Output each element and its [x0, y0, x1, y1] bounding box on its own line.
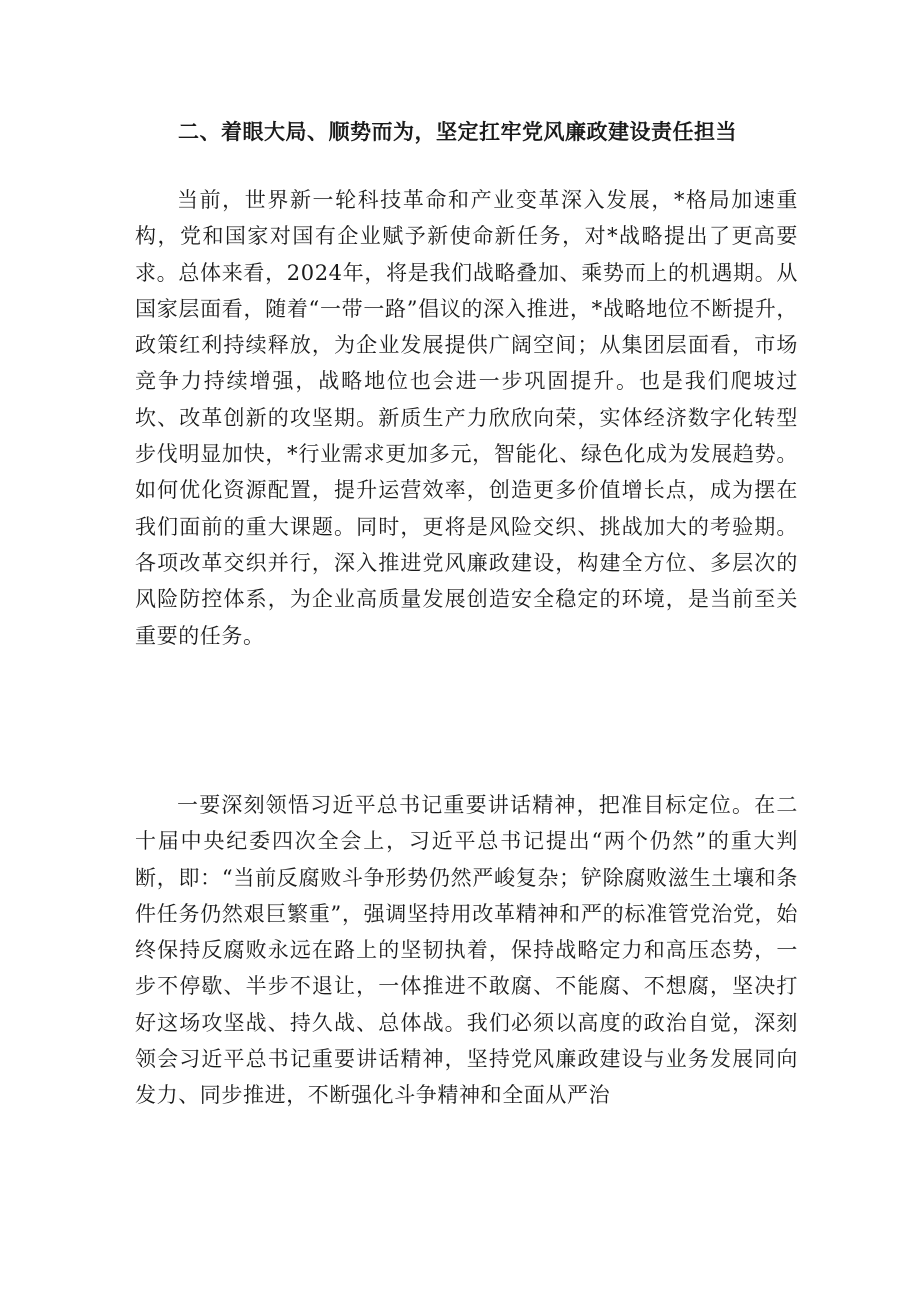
paragraph-first-requirement: 一要深刻领悟习近平总书记重要讲话精神，把准目标定位。在二十届中央纪委四次全会上，习近平总书记提出“两个仍然”的重大判断，即：“当前反腐败斗争形势仍然严峻复杂；铲除腐败滋生土壤和条件任务仍然艰巨繁重”，强调坚持用改革精神和严的标准管党治党，始终保持反腐败永远在路上的坚韧执着，保持战略定力和高压态势，一步不停歇、半步不退让，一体推进不敢腐、不能腐、不想腐，坚决打好这场攻坚战、持久战、总体战。我们必须以高度的政治自觉，深刻领会习近平总书记重要讲话精神，坚持党风廉政建设与业务发展同向发力、同步推进，不断强化斗争精神和全面从严治 — [135, 793, 798, 1108]
paragraph-current-situation: 当前，世界新一轮科技革命和产业变革深入发展，*格局加速重构，党和国家对国有企业赋予新使命新任务，对*战略提出了更高要求。总体来看，2024年，将是我们战略叠加、乘势而上的机遇期。从国家层面看，随着“一带一路”倡议的深入推进，*战略地位不断提升，政策红利持续释放，为企业发展提供广阔空间；从集团层面看，市场竞争力持续增强，战略地位也会进一步巩固提升。也是我们爬坡过坎、改革创新的攻坚期。新质生产力欣欣向荣，实体经济数字化转型步伐明显加快，*行业需求更加多元，智能化、绿色化成为发展趋势。如何优化资源配置，提升运营效率，创造更多价值增长点，成为摆在我们面前的重大课题。同时，更将是风险交织、挑战加大的考验期。各项改革交织并行，深入推进党风廉政建设，构建全方位、多层次的风险防控体系，为企业高质量发展创造安全稳定的环境，是当前至关重要的任务。 — [135, 188, 798, 648]
section-heading: 二、着眼大局、顺势而为，坚定扛牢党风廉政建设责任担当 — [178, 119, 737, 144]
